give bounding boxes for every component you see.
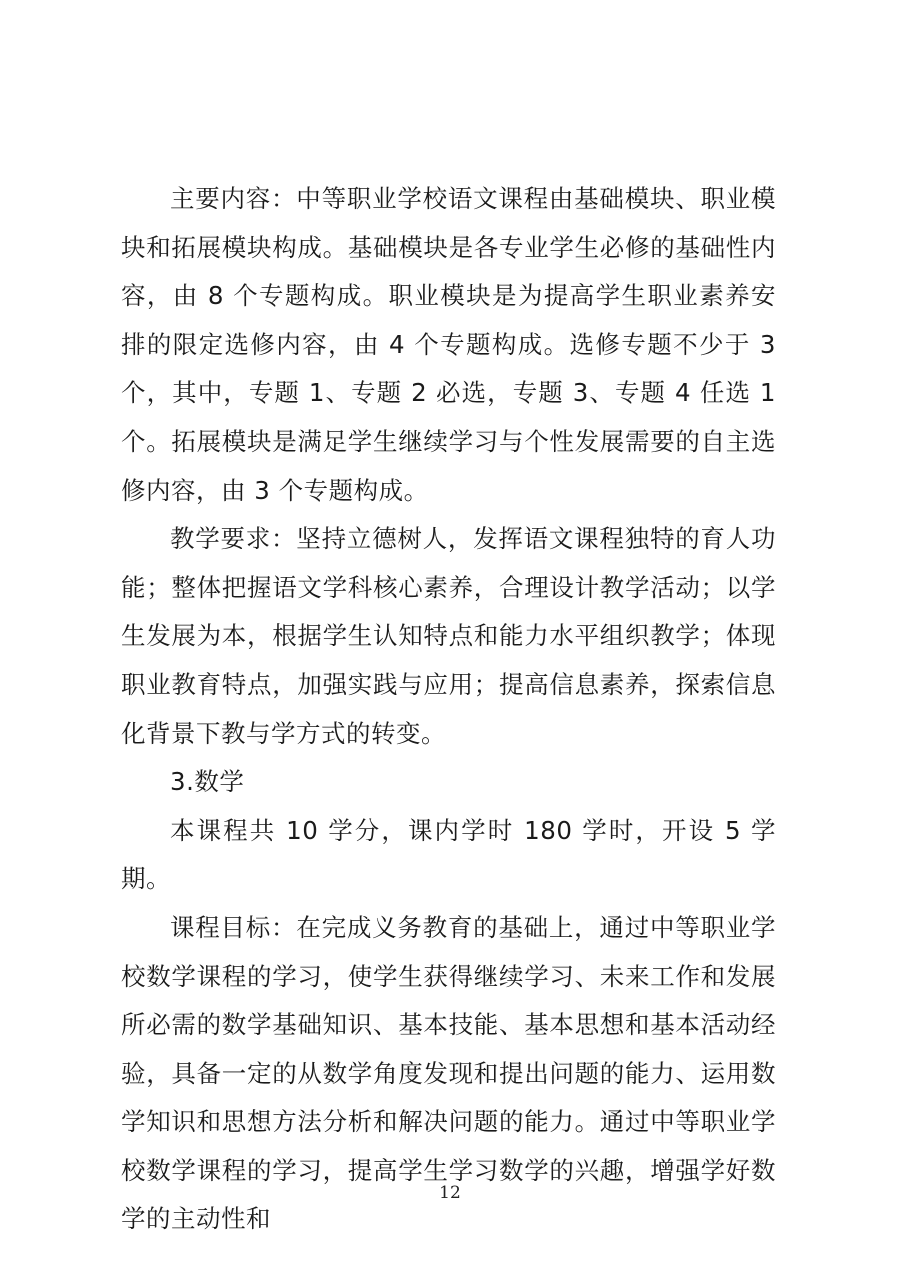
paragraph-math-course-goals: 课程目标：在完成义务教育的基础上，通过中等职业学校数学课程的学习，使学生获得继续学习、未来工作和发展所必需的数学基础知识、基本技能、基本思想和基本活动经验，具备一定的从数学角度发现和提出问题的能力、运用数学知识和思想方法分析和解决问题的能力。通过中等职业学校数学课程的学习，提高学生学习数学的兴趣，增强学好数学的主动性和 [121, 912, 776, 1234]
page-body [121, 175, 776, 1244]
paragraph-yuwen-main-content: 主要内容：中等职业学校语文课程由基础模块、职业模块和拓展模块构成。基础模块是各专业学生必修的基础性内容，由 8 个专题构成。职业模块是为提高学生职业素养安排的限定选修内容，由 4 个专题构成。选修专题不少于 3 个，其中，专题 1、专题 2 必选，专题 3、专题 4 任选 1 个。拓展模块是满足学生继续学习与个性发展需要的自主选修内容，由 3 个专题构成。 [121, 184, 776, 505]
paragraph-math-credits: 本课程共 10 学分，课内学时 180 学时，开设 5 学期。 [121, 815, 776, 894]
section-heading-math: 3.数学 [170, 767, 245, 797]
page-number: 12 [439, 1183, 461, 1203]
paragraph-yuwen-teaching-requirements: 教学要求：坚持立德树人，发挥语文课程独特的育人功能；整体把握语文学科核心素养，合理设计教学活动；以学生发展为本，根据学生认知特点和能力水平组织教学；体现职业教育特点，加强实践与应用；提高信息素养，探索信息化背景下教与学方式的转变。 [121, 524, 776, 748]
